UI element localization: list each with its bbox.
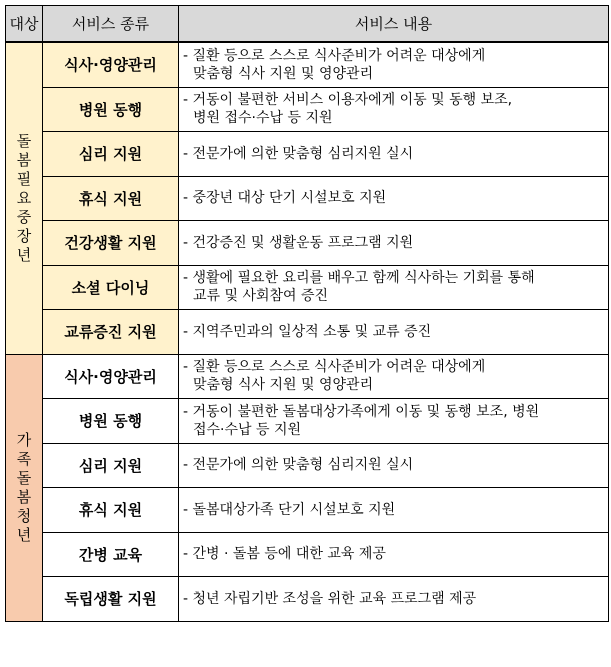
header-service-type: 서비스 종류 — [43, 6, 179, 43]
service-content-cell — [179, 399, 609, 444]
service-type-cell: 간병 교육 — [43, 532, 179, 577]
service-content-cell — [179, 132, 609, 177]
service-type-cell: 교류증진 지원 — [43, 310, 179, 355]
service-content-text: - 건강증진 및 생활운동 프로그램 지원 — [183, 234, 414, 251]
table-row — [6, 221, 609, 266]
header-service-content: 서비스 내용 — [179, 6, 609, 43]
service-type-cell: 심리 지원 — [43, 443, 179, 488]
table-row — [6, 176, 609, 221]
table-row — [6, 310, 609, 355]
service-content-text: - 지역주민과의 일상적 소통 및 교류 증진 — [183, 323, 432, 340]
service-content-cell — [179, 221, 609, 266]
table-row — [6, 132, 609, 177]
service-content-cell — [179, 176, 609, 221]
service-content-cell — [179, 87, 609, 132]
service-type-cell: 식사·영양관리 — [43, 42, 179, 87]
group-label: 돌봄필요중장년 — [16, 131, 32, 264]
service-content-text: - 거동이 불편한 서비스 이용자에게 이동 및 동행 보조, 병원 접수·수납 등 지원 — [183, 92, 513, 127]
table-row — [6, 443, 609, 488]
table-row — [6, 354, 609, 399]
service-type-cell: 휴식 지원 — [43, 488, 179, 533]
table-row — [6, 265, 609, 310]
header-target: 대상 — [6, 6, 43, 43]
service-type-cell: 건강생활 지원 — [43, 221, 179, 266]
service-content-text: - 질환 등으로 스스로 식사준비가 어려운 대상에게 맞춤형 식사 지원 및 영양관리 — [183, 359, 486, 394]
service-content-cell — [179, 354, 609, 399]
table-row — [6, 532, 609, 577]
service-content-text: - 거동이 불편한 돌봄대상가족에게 이동 및 동행 보조, 병원 접수·수납 등 지원 — [183, 403, 540, 438]
group-label-cell — [6, 42, 43, 354]
table-row — [6, 488, 609, 533]
service-content-cell — [179, 265, 609, 310]
service-content-text: - 질환 등으로 스스로 식사준비가 어려운 대상에게 맞춤형 식사 지원 및 영양관리 — [183, 47, 486, 82]
table-row — [6, 399, 609, 444]
group-label-cell — [6, 354, 43, 621]
service-content-cell — [179, 42, 609, 87]
header-row — [6, 6, 609, 43]
service-type-cell: 독립생활 지원 — [43, 577, 179, 622]
table-row — [6, 42, 609, 87]
service-content-cell — [179, 532, 609, 577]
table-row — [6, 577, 609, 622]
service-content-text: - 중장년 대상 단기 시설보호 지원 — [183, 190, 387, 207]
service-type-cell: 식사·영양관리 — [43, 354, 179, 399]
service-content-text: - 전문가에 의한 맞춤형 심리지원 실시 — [183, 145, 414, 162]
service-content-cell — [179, 577, 609, 622]
service-content-text: - 간병 · 돌봄 등에 대한 교육 제공 — [183, 546, 386, 563]
table-row — [6, 87, 609, 132]
service-type-cell: 심리 지원 — [43, 132, 179, 177]
service-content-text: - 전문가에 의한 맞춤형 심리지원 실시 — [183, 457, 414, 474]
service-content-text: - 돌봄대상가족 단기 시설보호 지원 — [183, 501, 396, 518]
service-content-cell — [179, 488, 609, 533]
service-content-cell — [179, 443, 609, 488]
service-type-cell: 소셜 다이닝 — [43, 265, 179, 310]
service-type-cell: 휴식 지원 — [43, 176, 179, 221]
service-type-cell: 병원 동행 — [43, 399, 179, 444]
service-content-text: - 생활에 필요한 요리를 배우고 함께 식사하는 기회를 통해 교류 및 사회참여 증진 — [183, 270, 535, 305]
service-type-cell: 병원 동행 — [43, 87, 179, 132]
group-label: 가족돌봄청년 — [16, 430, 32, 544]
service-content-cell — [179, 310, 609, 355]
services-table — [5, 5, 609, 622]
service-content-text: - 청년 자립기반 조성을 위한 교육 프로그램 제공 — [183, 590, 477, 607]
